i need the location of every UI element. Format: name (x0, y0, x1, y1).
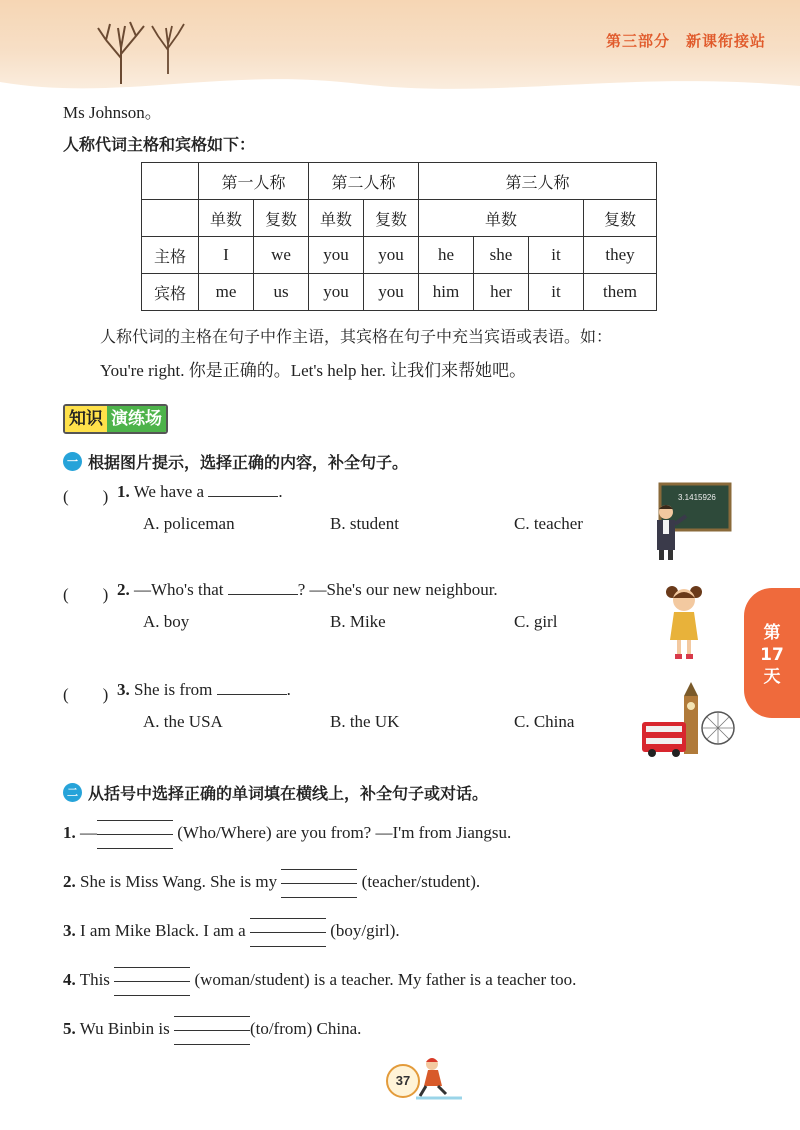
table-cell: they (584, 237, 657, 274)
day-side-tab (744, 588, 800, 718)
table-row (142, 200, 657, 237)
table-cell: you (309, 237, 364, 274)
girl-icon (664, 582, 704, 662)
pronoun-table (141, 162, 657, 311)
table-row (142, 274, 657, 311)
answer-lines[interactable] (281, 869, 357, 897)
answer-blank[interactable] (208, 484, 278, 497)
blackboard-text: 3.1415926 (678, 493, 716, 502)
question-line (117, 580, 498, 600)
table-header-cell: 复数 (584, 200, 657, 237)
table-cell: her (474, 274, 529, 311)
tree-illustration-icon (148, 14, 188, 74)
answer-lines[interactable] (97, 820, 173, 848)
continued-text: Ms Johnson。 (63, 103, 162, 122)
option-b[interactable]: B. student (330, 514, 399, 533)
item-text-before: Wu Binbin is (79, 1018, 170, 1038)
table-cell: me (199, 274, 254, 311)
item-text-after: (woman/student) is a teacher. My father is a teacher too. (194, 969, 577, 989)
table-cell: us (254, 274, 309, 311)
explanation-line-2: You're right. 你是正确的。Let's help her. 让我们来帮她吧。 (100, 361, 527, 380)
row-label: 主格 (142, 237, 199, 274)
skater-kid-icon (414, 1056, 464, 1100)
page-number: 37 (386, 1064, 420, 1098)
table-heading: 人称代词主格和宾格如下： (63, 135, 256, 154)
question-text-before: We have a (133, 482, 205, 501)
side-tab-line: 天 (763, 667, 781, 687)
fill-item (63, 820, 511, 848)
item-text-before: I am Mike Black. I am a (80, 920, 246, 940)
section-instruction: 根据图片提示，选择正确的内容，补全句子。 (88, 453, 409, 472)
section-banner (63, 404, 168, 434)
table-cell (142, 200, 199, 237)
question-number: 1. (117, 482, 130, 501)
teacher-blackboard-icon (648, 482, 732, 562)
item-number: 2. (63, 871, 76, 891)
question-line (117, 680, 291, 700)
question-paren: ( ) (63, 585, 109, 604)
item-number: 5. (63, 1018, 76, 1038)
item-number: 3. (63, 920, 76, 940)
question-line (117, 482, 283, 502)
answer-lines[interactable] (174, 1016, 250, 1044)
section-number-badge: 一 (63, 452, 82, 471)
table-cell: he (419, 237, 474, 274)
table-header-cell: 第二人称 (309, 163, 419, 200)
row-label: 宾格 (142, 274, 199, 311)
option-a[interactable]: A. boy (143, 612, 190, 631)
table-cell: him (419, 274, 474, 311)
question-text-after: ? —She's our new neighbour. (297, 580, 498, 599)
table-cell: it (529, 237, 584, 274)
item-text-after: (Who/Where) are you from? —I'm from Jiangsu. (177, 822, 512, 842)
item-text-after: (teacher/student). (361, 871, 481, 891)
question-text-after: . (286, 680, 291, 699)
question-paren: ( ) (63, 685, 109, 704)
explanation-line-1: 人称代词的主格在句子中作主语，其宾格在句子中充当宾语或表语。如： (100, 327, 613, 346)
answer-blank[interactable] (217, 682, 287, 695)
option-b[interactable]: B. Mike (330, 612, 386, 631)
table-cell (142, 163, 199, 200)
banner-part-1: 知识 (65, 406, 107, 432)
answer-lines[interactable] (250, 918, 326, 946)
table-header-cell: 复数 (254, 200, 309, 237)
table-header-cell: 单数 (419, 200, 584, 237)
fill-item (63, 967, 576, 995)
table-header-cell: 单数 (309, 200, 364, 237)
side-tab-line: 17 (760, 645, 784, 665)
table-row (142, 163, 657, 200)
section-number-badge: 二 (63, 783, 82, 802)
table-cell: I (199, 237, 254, 274)
item-number: 4. (63, 969, 76, 989)
table-cell: them (584, 274, 657, 311)
question-text-after: . (278, 482, 283, 501)
question-number: 2. (117, 580, 130, 599)
item-number: 1. (63, 822, 76, 842)
option-a[interactable]: A. the USA (143, 712, 223, 731)
option-a[interactable]: A. policeman (143, 514, 235, 533)
side-tab-line: 第 (763, 623, 781, 643)
fill-item (63, 1016, 361, 1044)
item-text-after: (boy/girl). (330, 920, 400, 940)
table-row (142, 237, 657, 274)
question-number: 3. (117, 680, 130, 699)
item-text-before: She is Miss Wang. She is my (80, 871, 278, 891)
table-cell: we (254, 237, 309, 274)
item-text-before: This (79, 969, 110, 989)
section-instruction: 从括号中选择正确的单词填在横线上，补全句子或对话。 (88, 784, 489, 803)
item-text-after: (to/from) China. (249, 1018, 362, 1038)
london-landmarks-icon (640, 682, 736, 758)
option-c[interactable]: C. China (514, 712, 575, 731)
answer-lines[interactable] (114, 967, 190, 995)
banner-part-2: 演练场 (107, 406, 166, 432)
option-b[interactable]: B. the UK (330, 712, 400, 731)
table-cell: she (474, 237, 529, 274)
fill-item (63, 918, 400, 946)
question-paren: ( ) (63, 487, 109, 506)
question-text-before: She is from (134, 680, 213, 699)
question-text-before: —Who's that (134, 580, 224, 599)
table-header-cell: 第三人称 (419, 163, 657, 200)
table-header-cell: 复数 (364, 200, 419, 237)
table-cell: you (309, 274, 364, 311)
item-text-before: — (80, 822, 97, 842)
answer-blank[interactable] (228, 582, 298, 595)
table-cell: you (364, 237, 419, 274)
table-cell: you (364, 274, 419, 311)
part-title: 第三部分 新课衔接站 (605, 33, 766, 50)
table-header-cell: 单数 (199, 200, 254, 237)
option-c[interactable]: C. girl (514, 612, 558, 631)
table-cell: it (529, 274, 584, 311)
option-c[interactable]: C. teacher (514, 514, 583, 533)
tree-illustration-icon (92, 14, 150, 84)
table-header-cell: 第一人称 (199, 163, 309, 200)
fill-item (63, 869, 480, 897)
